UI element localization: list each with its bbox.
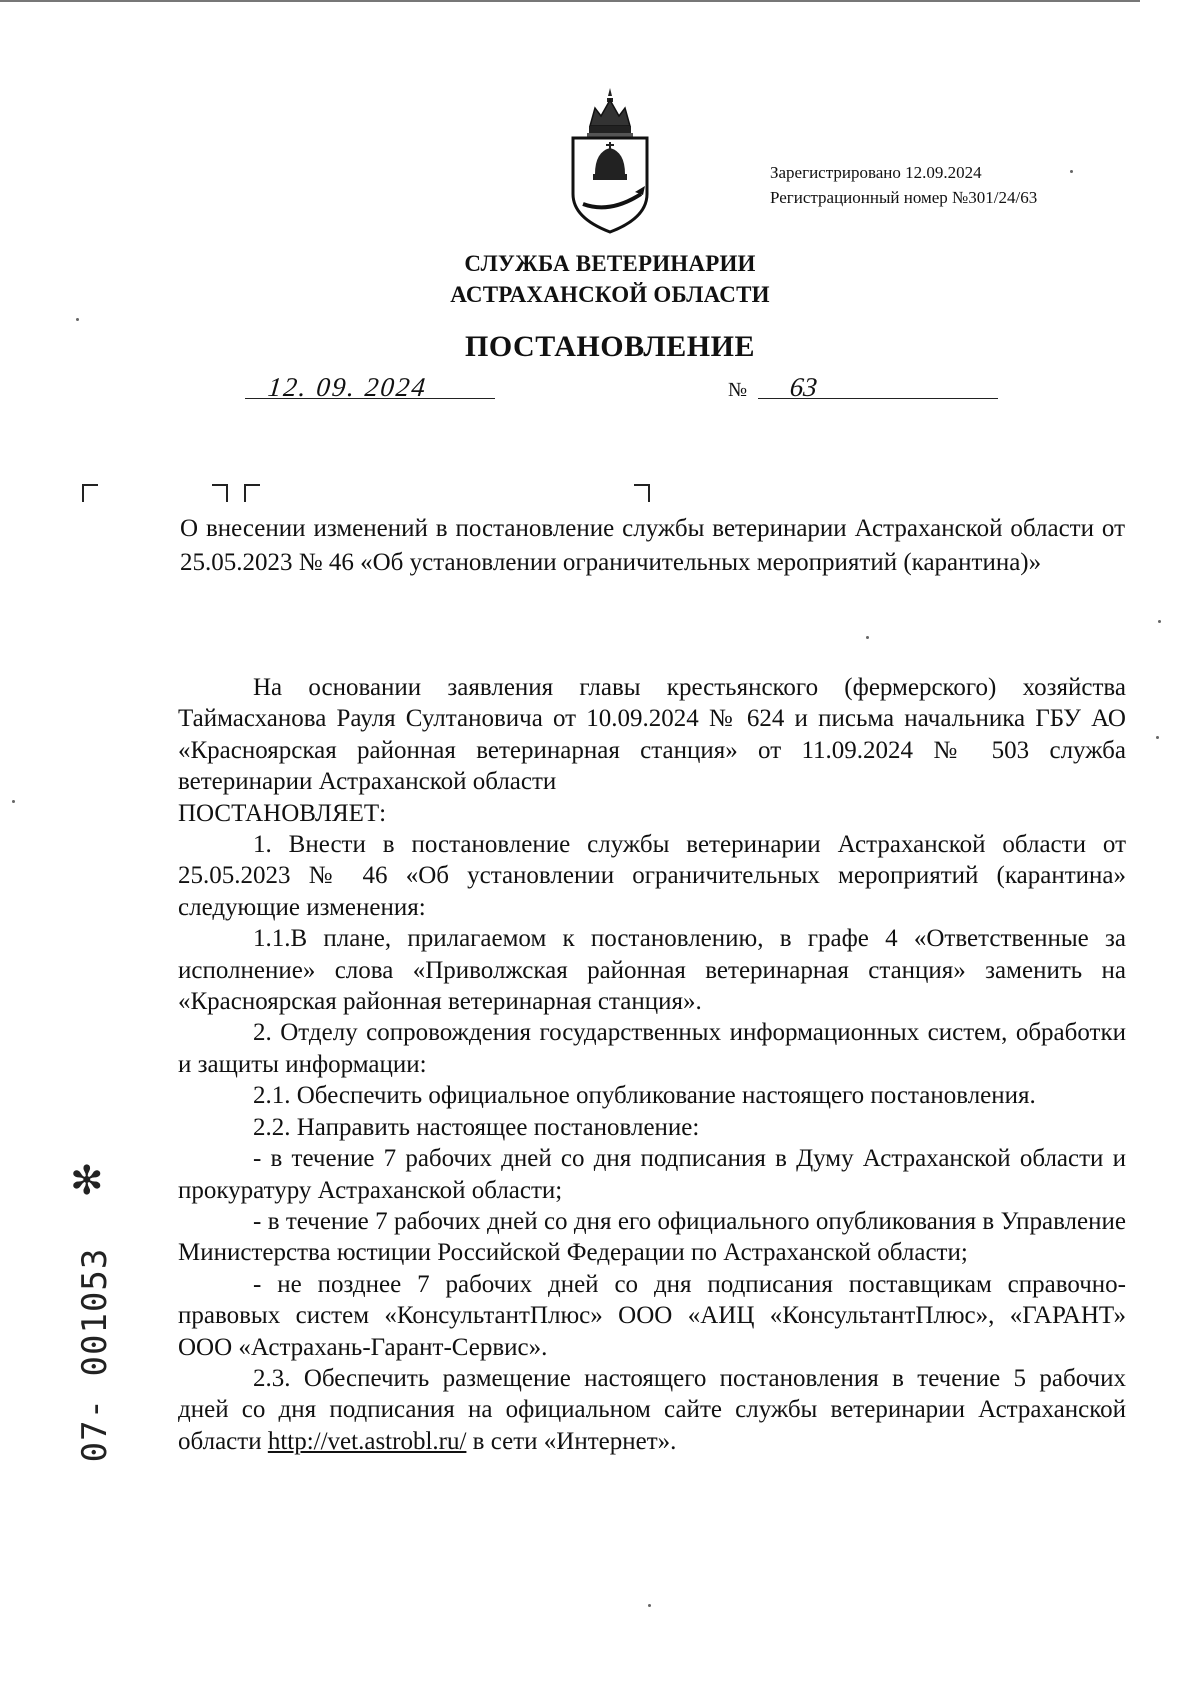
scan-speck — [866, 636, 869, 639]
handwritten-number: 63 — [788, 372, 819, 402]
organization-line-2: АСТРАХАНСКОЙ ОБЛАСТИ — [450, 282, 770, 307]
organization-name — [300, 248, 920, 310]
clause-2-3-tail: в сети «Интернет». — [466, 1427, 677, 1455]
clause-2: 2. Отделу сопровождения государственных информационных систем, обработки и защиты информации: — [178, 1019, 1126, 1078]
bracket-top-right — [634, 484, 650, 502]
scan-speck — [76, 318, 79, 321]
stamp-number: 07- 001053 — [75, 1247, 115, 1463]
scan-speck — [1158, 620, 1161, 623]
scan-speck — [1156, 736, 1159, 739]
coat-of-arms-emblem — [565, 86, 655, 234]
incoming-number-stamp — [40, 1247, 150, 1463]
clause-2-3-text: 2.3. Обеспечить размещение настоящего постановления в течение 5 рабочих дней со дня подписания на официальном сайте службы ветеринарии Астраханской области — [178, 1364, 1126, 1455]
document-body — [178, 672, 1126, 1457]
scan-speck — [12, 800, 15, 803]
clause-1: 1. Внести в постановление службы ветеринарии Астраханской области от 25.05.2023 № 46 «Об установлении ограничительных мероприятий (карантина» следующие изменения: — [178, 831, 1126, 921]
bracket-top-left — [244, 484, 260, 502]
clause-2-2-b: - в течение 7 рабочих дней со дня его официального опубликования в Управление Министерства юстиции Российской Федерации по Астраханской области; — [178, 1207, 1126, 1267]
document-type-title: ПОСТАНОВЛЕНИЕ — [465, 330, 755, 363]
scan-speck — [1070, 170, 1073, 173]
clause-2-2-c: - не позднее 7 рабочих дней со дня подписания поставщикам справочно-правовых систем «КонсультантПлюс» ООО «АИЦ «КонсультантПлюс», «ГАРАНТ» ООО «Астрахань-Гарант-Сервис». — [178, 1270, 1126, 1361]
bracket-top-right — [212, 484, 228, 502]
registration-number: Регистрационный номер №301/24/63 — [770, 188, 1038, 207]
clause-2-1: 2.1. Обеспечить официальное опубликование настоящего постановления. — [253, 1082, 1036, 1110]
scan-top-border — [0, 0, 1140, 2]
registration-block — [770, 160, 1037, 210]
bracket-top-left — [82, 484, 98, 502]
basis-paragraph: На основании заявления главы крестьянского (фермерского) хозяйства Таймасханова Рауля Султановича от 10.09.2024 № 624 и письма начальника ГБУ АО «Красноярская районная ветеринарная станция» от 11.09.2024 № 503 служба ветеринарии Астраханской области — [178, 674, 1126, 796]
stamp-asterisk: ✻ — [70, 1158, 104, 1204]
clause-1-1: 1.1.В плане, прилагаемом к постановлению, в графе 4 «Ответственные за исполнение» слова «Приволжская районная ветеринарная станция» заменить на «Красноярская районная ветеринарная станция». — [178, 925, 1126, 1016]
clause-2-2-a: - в течение 7 рабочих дней со дня подписания в Думу Астраханской области и прокуратуру Астраханской области; — [178, 1145, 1126, 1204]
resolves-heading: ПОСТАНОВЛЯЕТ: — [178, 799, 387, 827]
organization-line-1: СЛУЖБА ВЕТЕРИНАРИИ — [464, 251, 756, 276]
registration-date: Зарегистрировано 12.09.2024 — [770, 163, 982, 182]
number-label: № — [728, 379, 748, 401]
website-link[interactable]: http://vet.astrobl.ru/ — [267, 1427, 467, 1455]
clause-2-2: 2.2. Направить настоящее постановление: — [253, 1113, 700, 1141]
handwritten-date: 12. 09. 2024 — [266, 372, 429, 402]
document-subject: О внесении изменений в постановление службы ветеринарии Астраханской области от 25.05.2023 № 46 «Об установлении ограничительных мероприятий (карантина)» — [180, 515, 1125, 576]
scan-speck — [648, 1604, 651, 1607]
clause-2-3 — [178, 1363, 1126, 1457]
